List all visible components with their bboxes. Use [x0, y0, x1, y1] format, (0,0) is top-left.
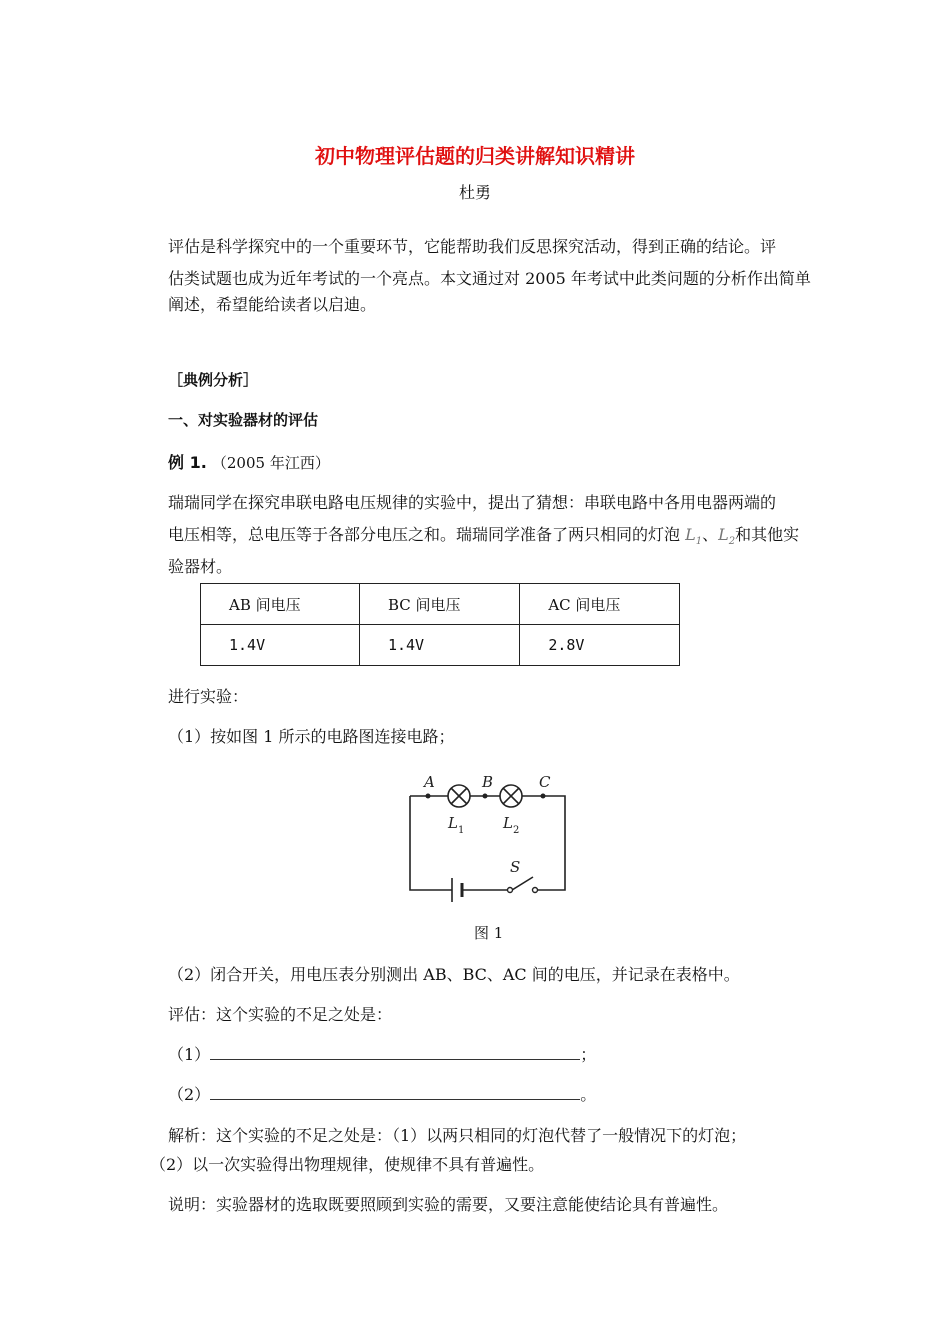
label-l2: $L_2$ [503, 814, 520, 836]
example-label: 例 1. [168, 453, 207, 472]
table-header-cell: AC 间电压 [520, 584, 680, 625]
label-l1: $L_1$ [448, 814, 465, 836]
answer-2-blank[interactable] [210, 1083, 580, 1100]
switch-blade [512, 877, 533, 890]
circuit-diagram [400, 768, 575, 903]
wire [522, 796, 565, 890]
steps-intro: 进行实验： [168, 687, 249, 706]
step-2: （2）闭合开关，用电压表分别测出 AB、BC、AC 间的电压，并记录在表格中。 [168, 965, 740, 984]
node-b [483, 794, 488, 799]
lamp-l1-label: $L_1$ [685, 525, 703, 548]
author: 杜勇 [458, 183, 491, 202]
table-row [201, 625, 680, 666]
label-b: B [482, 773, 494, 791]
table-cell: 2.8V [520, 625, 680, 666]
lamp-l2-label: $L_2$ [718, 525, 736, 548]
subsection-heading: 一、对实验器材的评估 [168, 411, 319, 429]
table-header-row [201, 584, 680, 625]
switch-contact [508, 888, 513, 893]
label-c: C [539, 773, 551, 791]
answer-line-2 [168, 1082, 596, 1105]
example-line-3: 验器材。 [168, 557, 233, 576]
voltage-table [200, 583, 680, 666]
analysis-line-2: （2）以一次实验得出物理规律，使规律不具有普遍性。 [150, 1155, 545, 1174]
node-c [541, 794, 546, 799]
answer-2-end: 。 [580, 1085, 597, 1104]
separator: 、 [702, 525, 719, 544]
example-line-1: 瑞瑞同学在探究串联电路电压规律的实验中，提出了猜想：串联电路中各用电器两端的 [168, 493, 777, 512]
answer-1-end: ； [580, 1045, 597, 1064]
note: 说明：实验器材的选取既要照顾到实验的需要，又要注意能使结论具有普遍性。 [168, 1195, 729, 1214]
section-heading: ［典例分析］ [168, 371, 259, 389]
wire [410, 796, 452, 890]
figure-caption: 图 1 [474, 924, 504, 942]
table-cell: 1.4V [359, 625, 519, 666]
switch-contact [533, 888, 538, 893]
page-title: 初中物理评估题的归类讲解知识精讲 [315, 144, 635, 168]
example-line-2 [168, 522, 799, 547]
example-header [168, 450, 330, 473]
label-s: S [510, 858, 521, 876]
intro-line-1: 评估是科学探究中的一个重要环节，它能帮助我们反思探究活动，得到正确的结论。评 [168, 237, 777, 256]
node-a [426, 794, 431, 799]
evaluation-prompt: 评估：这个实验的不足之处是： [168, 1005, 393, 1024]
answer-line-1 [168, 1042, 596, 1065]
label-a: A [424, 773, 435, 791]
table-header-cell: AB 间电压 [201, 584, 360, 625]
example-source: （2005 年江西） [211, 454, 330, 472]
answer-1-blank[interactable] [210, 1043, 580, 1060]
analysis-line-1: 解析：这个实验的不足之处是：（1）以两只相同的灯泡代替了一般情况下的灯泡； [168, 1126, 747, 1145]
table-cell: 1.4V [201, 625, 360, 666]
answer-1-label: （1） [168, 1045, 211, 1064]
table-header-cell: BC 间电压 [359, 584, 519, 625]
answer-2-label: （2） [168, 1085, 211, 1104]
intro-line-3: 阐述，希望能给读者以启迪。 [168, 295, 377, 314]
example-line-2-text: 电压相等，总电压等于各部分电压之和。瑞瑞同学准备了两只相同的灯泡 [168, 525, 681, 544]
intro-line-2: 估类试题也成为近年考试的一个亮点。本文通过对 2005 年考试中此类问题的分析作出简单 [168, 269, 811, 288]
step-1: （1）按如图 1 所示的电路图连接电路； [168, 727, 455, 746]
example-line-2-end: 和其他实 [735, 525, 800, 544]
